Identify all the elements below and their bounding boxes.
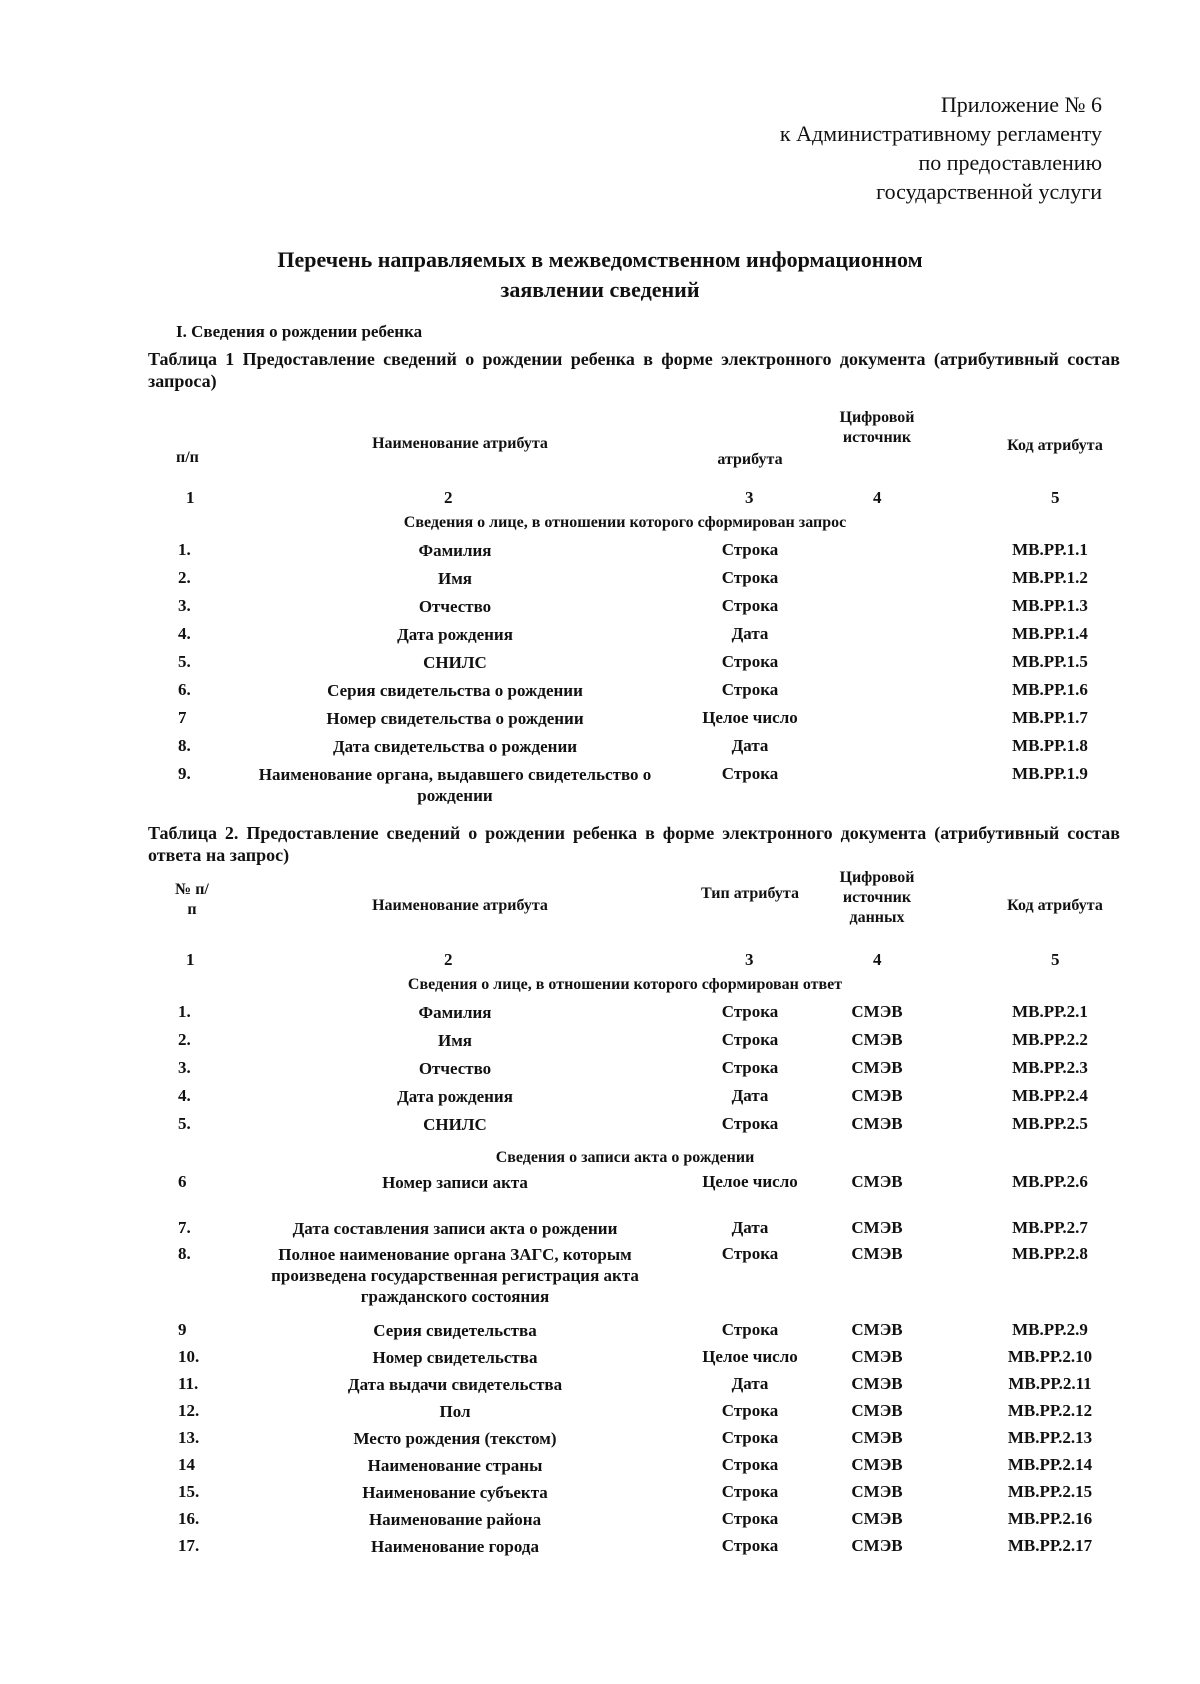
index-cell: 4	[873, 488, 882, 507]
attribute-code: МВ.РР.2.13	[1007, 1428, 1093, 1447]
table-row	[0, 1172, 1200, 1198]
attribute-code: МВ.РР.1.1	[1012, 540, 1088, 559]
row-number: 2.	[178, 568, 191, 587]
index-cell: 4	[873, 950, 882, 969]
table-row	[0, 1536, 1200, 1562]
row-number: 13.	[178, 1428, 200, 1447]
table1-caption: Таблица 1 Предоставление сведений о рождении ребенка в форме электронного документа (атрибутивный состав запроса)	[148, 349, 1120, 391]
data-source: СМЭВ	[851, 1455, 903, 1474]
table2-header-type: Тип атрибута	[701, 885, 799, 902]
row-number: 6.	[178, 680, 191, 699]
annex-header	[780, 90, 1102, 206]
attribute-name: Отчество	[418, 597, 492, 616]
attribute-code: МВ.РР.1.4	[1012, 624, 1088, 643]
table-row	[0, 1244, 1200, 1306]
row-number: 12.	[178, 1401, 200, 1420]
attribute-name: Дата рождения	[397, 625, 513, 644]
row-number: 5.	[178, 1114, 191, 1133]
attribute-code: МВ.РР.1.7	[1012, 708, 1088, 727]
annex-line-4: государственной услуги	[876, 179, 1102, 204]
attribute-name: Наименование органа, выдавшего свидетельство о рождении	[258, 765, 652, 805]
data-source: СМЭВ	[851, 1058, 903, 1077]
index-cell: 3	[745, 488, 754, 507]
index-cell: 2	[444, 488, 453, 507]
row-number: 15.	[178, 1482, 200, 1501]
table2-header-num: № п/п	[175, 881, 209, 918]
attribute-name: Номер записи акта	[382, 1173, 528, 1192]
table-row	[0, 764, 1200, 805]
title-line-2: заявлении сведений	[500, 277, 700, 302]
attribute-type: Строка	[721, 1401, 779, 1420]
attribute-code: МВ.РР.2.11	[1008, 1374, 1092, 1393]
table-row	[0, 1509, 1200, 1535]
attribute-type: Строка	[721, 1030, 779, 1049]
table-row	[0, 1401, 1200, 1427]
table-row	[0, 1347, 1200, 1373]
data-source: СМЭВ	[851, 1244, 903, 1263]
attribute-type: Строка	[721, 1058, 779, 1077]
table-row	[0, 652, 1200, 678]
table-row	[0, 708, 1200, 734]
attribute-code: МВ.РР.2.2	[1012, 1030, 1088, 1049]
attribute-name: Наименование субъекта	[362, 1483, 548, 1502]
attribute-code: МВ.РР.2.5	[1012, 1114, 1088, 1133]
table2-index-row	[0, 950, 1200, 976]
table-row	[0, 680, 1200, 706]
row-number: 8.	[178, 736, 191, 755]
annex-line-1: Приложение № 6	[940, 92, 1102, 117]
annex-line-2: к Административному регламенту	[779, 121, 1102, 146]
attribute-type: Строка	[721, 540, 779, 559]
attribute-code: МВ.РР.2.17	[1007, 1536, 1093, 1555]
table-row	[0, 1002, 1200, 1028]
table1-group-heading: Сведения о лице, в отношении которого сформирован запрос	[403, 514, 847, 531]
row-number: 17.	[178, 1536, 200, 1555]
index-cell: 3	[745, 950, 754, 969]
attribute-name: Полное наименование органа ЗАГС, которым произведена государственная регистрация акта гражданского состояния	[271, 1245, 639, 1306]
attribute-code: МВ.РР.1.9	[1012, 764, 1088, 783]
row-number: 8.	[178, 1244, 191, 1263]
attribute-name: Имя	[438, 1031, 472, 1050]
attribute-name: Дата выдачи свидетельства	[347, 1375, 563, 1394]
attribute-type: Дата	[731, 624, 769, 643]
attribute-type: Строка	[721, 1002, 779, 1021]
attribute-code: МВ.РР.2.6	[1012, 1172, 1088, 1191]
data-source: СМЭВ	[851, 1509, 903, 1528]
table-row	[0, 1030, 1200, 1056]
data-source: СМЭВ	[851, 1401, 903, 1420]
data-source: СМЭВ	[851, 1172, 903, 1191]
attribute-type: Целое число	[702, 1347, 798, 1366]
index-cell: 5	[1051, 488, 1060, 507]
table-row	[0, 1374, 1200, 1400]
row-number: 7	[178, 708, 187, 727]
annex-line-3: по предоставлению	[918, 150, 1102, 175]
attribute-name: Дата рождения	[397, 1087, 513, 1106]
data-source: СМЭВ	[851, 1374, 903, 1393]
attribute-type: Строка	[721, 1509, 779, 1528]
section-heading: I. Сведения о рождении ребенка	[176, 322, 423, 341]
row-number: 3.	[178, 1058, 191, 1077]
row-number: 1.	[178, 540, 191, 559]
row-number: 6	[178, 1172, 187, 1191]
table2-group-heading-1: Сведения о лице, в отношении которого сформирован ответ	[407, 976, 843, 993]
row-number: 5.	[178, 652, 191, 671]
table2-header-code: Код атрибута	[1007, 897, 1103, 914]
row-number: 9.	[178, 764, 191, 783]
row-number: 7.	[178, 1218, 191, 1237]
table1-header-source: Цифровой источник	[839, 409, 915, 446]
attribute-type: Дата	[731, 1086, 769, 1105]
attribute-name: Наименование города	[371, 1537, 539, 1556]
attribute-type: Строка	[721, 568, 779, 587]
attribute-code: МВ.РР.2.3	[1012, 1058, 1088, 1077]
row-number: 1.	[178, 1002, 191, 1021]
attribute-name: Фамилия	[418, 1003, 492, 1022]
attribute-name: Наименование страны	[367, 1456, 543, 1475]
index-cell: 1	[186, 950, 195, 969]
data-source: СМЭВ	[851, 1030, 903, 1049]
attribute-name: Номер свидетельства	[372, 1348, 538, 1367]
data-source: СМЭВ	[851, 1347, 903, 1366]
table-row	[0, 1058, 1200, 1084]
attribute-type: Строка	[721, 1320, 779, 1339]
attribute-code: МВ.РР.2.8	[1012, 1244, 1088, 1263]
attribute-type: Дата	[731, 736, 769, 755]
table-row	[0, 624, 1200, 650]
attribute-code: МВ.РР.1.3	[1012, 596, 1088, 615]
table-row	[0, 736, 1200, 762]
index-cell: 1	[186, 488, 195, 507]
data-source: СМЭВ	[851, 1086, 903, 1105]
attribute-type: Строка	[721, 1482, 779, 1501]
row-number: 4.	[178, 624, 191, 643]
data-source: СМЭВ	[851, 1002, 903, 1021]
row-number: 14	[178, 1455, 195, 1474]
attribute-name: Имя	[438, 569, 472, 588]
table1-header-code: Код атрибута	[1007, 437, 1103, 454]
attribute-name: Место рождения (текстом)	[353, 1429, 557, 1448]
attribute-code: МВ.РР.1.2	[1012, 568, 1088, 587]
attribute-code: МВ.РР.2.9	[1012, 1320, 1088, 1339]
attribute-type: Строка	[721, 1455, 779, 1474]
index-cell: 2	[444, 950, 453, 969]
attribute-code: МВ.РР.2.1	[1012, 1002, 1088, 1021]
table1-index-row	[0, 488, 1200, 514]
data-source: СМЭВ	[851, 1536, 903, 1555]
data-source: СМЭВ	[851, 1114, 903, 1133]
attribute-code: МВ.РР.2.12	[1007, 1401, 1093, 1420]
attribute-code: МВ.РР.2.7	[1012, 1218, 1088, 1237]
attribute-type: Строка	[721, 652, 779, 671]
attribute-name: Дата свидетельства о рождении	[332, 737, 578, 756]
attribute-code: МВ.РР.2.14	[1007, 1455, 1093, 1474]
attribute-code: МВ.РР.1.5	[1012, 652, 1088, 671]
data-source: СМЭВ	[851, 1428, 903, 1447]
attribute-type: Целое число	[702, 1172, 798, 1191]
attribute-code: МВ.РР.2.15	[1007, 1482, 1093, 1501]
attribute-type: Целое число	[702, 708, 798, 727]
table2-group-heading-2: Сведения о записи акта о рождении	[495, 1149, 755, 1166]
attribute-code: МВ.РР.2.4	[1012, 1086, 1088, 1105]
title-line-1: Перечень направляемых в межведомственном информационном	[277, 247, 923, 272]
attribute-name: Фамилия	[418, 541, 492, 560]
attribute-type: Дата	[731, 1374, 769, 1393]
table-row	[0, 1320, 1200, 1346]
document-title	[150, 245, 1050, 305]
index-cell: 5	[1051, 950, 1060, 969]
table1-header-type: атрибута	[717, 451, 783, 468]
table2-caption: Таблица 2. Предоставление сведений о рождении ребенка в форме электронного документа (атрибутивный состав ответа на запрос)	[148, 823, 1120, 865]
table-row	[0, 596, 1200, 622]
attribute-type: Строка	[721, 596, 779, 615]
table-row	[0, 1455, 1200, 1481]
attribute-type: Строка	[721, 764, 779, 783]
data-source: СМЭВ	[851, 1320, 903, 1339]
attribute-name: Серия свидетельства о рождении	[327, 681, 583, 700]
table1-header-num: п/п	[176, 449, 199, 466]
attribute-name: СНИЛС	[423, 1115, 487, 1134]
table-row	[0, 1428, 1200, 1454]
row-number: 10.	[178, 1347, 200, 1366]
table2-header-source: Цифровой источник данных	[839, 869, 915, 926]
attribute-name: Дата составления записи акта о рождении	[292, 1219, 618, 1238]
row-number: 3.	[178, 596, 191, 615]
attribute-name: СНИЛС	[423, 653, 487, 672]
row-number: 4.	[178, 1086, 191, 1105]
attribute-code: МВ.РР.1.8	[1012, 736, 1088, 755]
table-row	[0, 540, 1200, 566]
attribute-type: Строка	[721, 1114, 779, 1133]
attribute-type: Дата	[731, 1218, 769, 1237]
attribute-name: Отчество	[418, 1059, 492, 1078]
row-number: 9	[178, 1320, 187, 1339]
table-row	[0, 568, 1200, 594]
attribute-type: Строка	[721, 1536, 779, 1555]
data-source: СМЭВ	[851, 1482, 903, 1501]
attribute-type: Строка	[721, 680, 779, 699]
row-number: 2.	[178, 1030, 191, 1049]
attribute-name: Наименование района	[368, 1510, 542, 1529]
table2-header-name: Наименование атрибута	[372, 897, 548, 914]
attribute-code: МВ.РР.2.16	[1007, 1509, 1093, 1528]
table-row	[0, 1114, 1200, 1140]
table-row	[0, 1086, 1200, 1112]
table-row	[0, 1218, 1200, 1244]
attribute-type: Строка	[721, 1244, 779, 1263]
row-number: 16.	[178, 1509, 200, 1528]
attribute-name: Номер свидетельства о рождении	[326, 709, 584, 728]
attribute-name: Серия свидетельства	[373, 1321, 537, 1340]
attribute-code: МВ.РР.1.6	[1012, 680, 1088, 699]
table1-header-name: Наименование атрибута	[372, 435, 548, 452]
attribute-code: МВ.РР.2.10	[1007, 1347, 1093, 1366]
table-row	[0, 1482, 1200, 1508]
row-number: 11.	[178, 1374, 199, 1393]
attribute-type: Строка	[721, 1428, 779, 1447]
attribute-name: Пол	[439, 1402, 471, 1421]
data-source: СМЭВ	[851, 1218, 903, 1237]
